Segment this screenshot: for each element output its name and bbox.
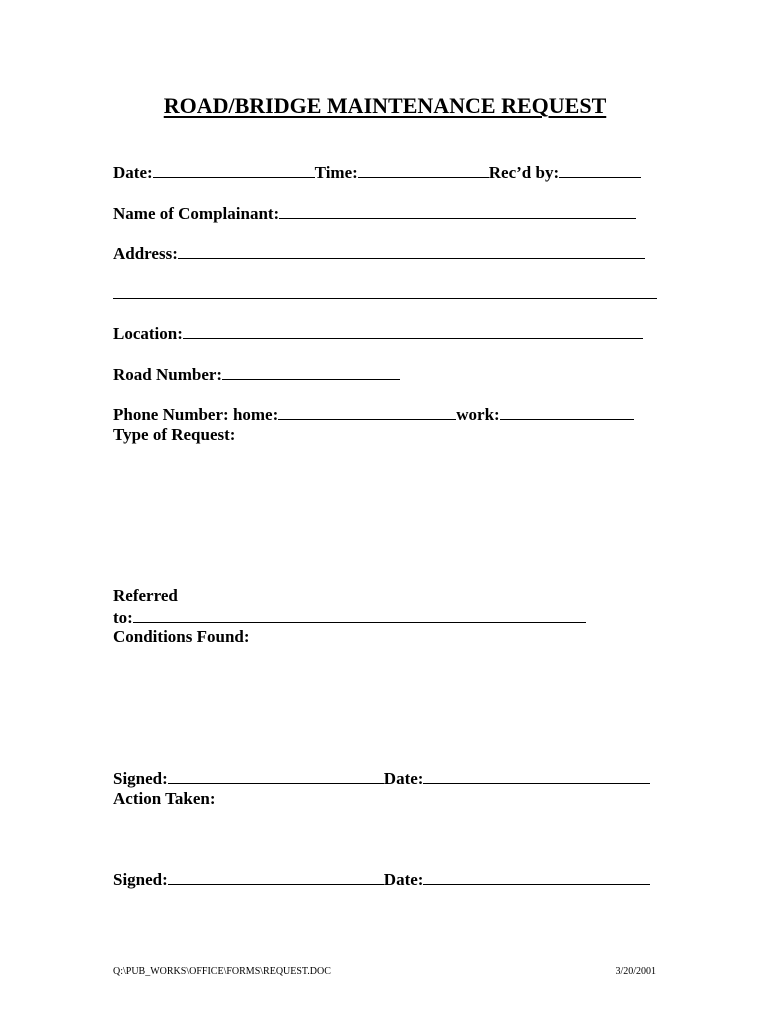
- signed-label: Signed:: [113, 769, 168, 788]
- road-number-field[interactable]: [222, 364, 400, 380]
- conditions-found-label: Conditions Found:: [113, 627, 250, 646]
- signed-field[interactable]: [168, 768, 384, 784]
- complainant-label: Name of Complainant:: [113, 204, 280, 223]
- complainant-row: [113, 203, 636, 224]
- time-label: Time:: [314, 163, 358, 182]
- date-label: Date:: [113, 163, 153, 182]
- date-time-row: [113, 162, 641, 183]
- signed2-field[interactable]: [168, 869, 384, 885]
- date-field[interactable]: [153, 162, 315, 178]
- phone-home-label: Phone Number: home:: [113, 405, 279, 424]
- signed2-date-field[interactable]: [423, 869, 650, 885]
- footer-revision-date: 3/20/2001: [615, 966, 656, 977]
- footer-file-path: Q:\PUB_WORKS\OFFICE\FORMS\REQUEST.DOC: [113, 966, 331, 977]
- referred-to-label: to:: [113, 608, 133, 627]
- phone-work-field[interactable]: [500, 404, 634, 420]
- type-of-request-label: Type of Request:: [113, 425, 236, 444]
- address-label: Address:: [113, 244, 178, 263]
- complainant-field[interactable]: [279, 203, 636, 219]
- road-number-label: Road Number:: [113, 365, 223, 384]
- phone-work-label: work:: [456, 405, 500, 424]
- signed-date-field[interactable]: [423, 768, 650, 784]
- signed-date-label: Date:: [383, 769, 424, 788]
- address-row: [113, 243, 645, 264]
- signed2-row: [113, 869, 650, 890]
- address-continuation-row: [113, 283, 657, 304]
- address-continuation-field[interactable]: [113, 283, 657, 299]
- location-label: Location:: [113, 324, 183, 343]
- phone-home-field[interactable]: [278, 404, 456, 420]
- recd-by-field[interactable]: [559, 162, 641, 178]
- location-row: [113, 323, 643, 344]
- signed2-date-label: Date:: [383, 870, 424, 889]
- phone-row: [113, 404, 634, 425]
- referred-label: Referred: [113, 586, 178, 605]
- referred-to-field[interactable]: [133, 607, 586, 623]
- address-field[interactable]: [178, 243, 645, 259]
- action-taken-label: Action Taken:: [113, 789, 216, 808]
- road-number-row: [113, 364, 400, 385]
- location-field[interactable]: [183, 323, 643, 339]
- signed2-label: Signed:: [113, 870, 168, 889]
- form-title: ROAD/BRIDGE MAINTENANCE REQUEST: [163, 93, 607, 118]
- referred-to-row: [113, 607, 586, 628]
- time-field[interactable]: [358, 162, 489, 178]
- signed-row: [113, 768, 650, 789]
- recd-by-label: Rec’d by:: [488, 163, 560, 182]
